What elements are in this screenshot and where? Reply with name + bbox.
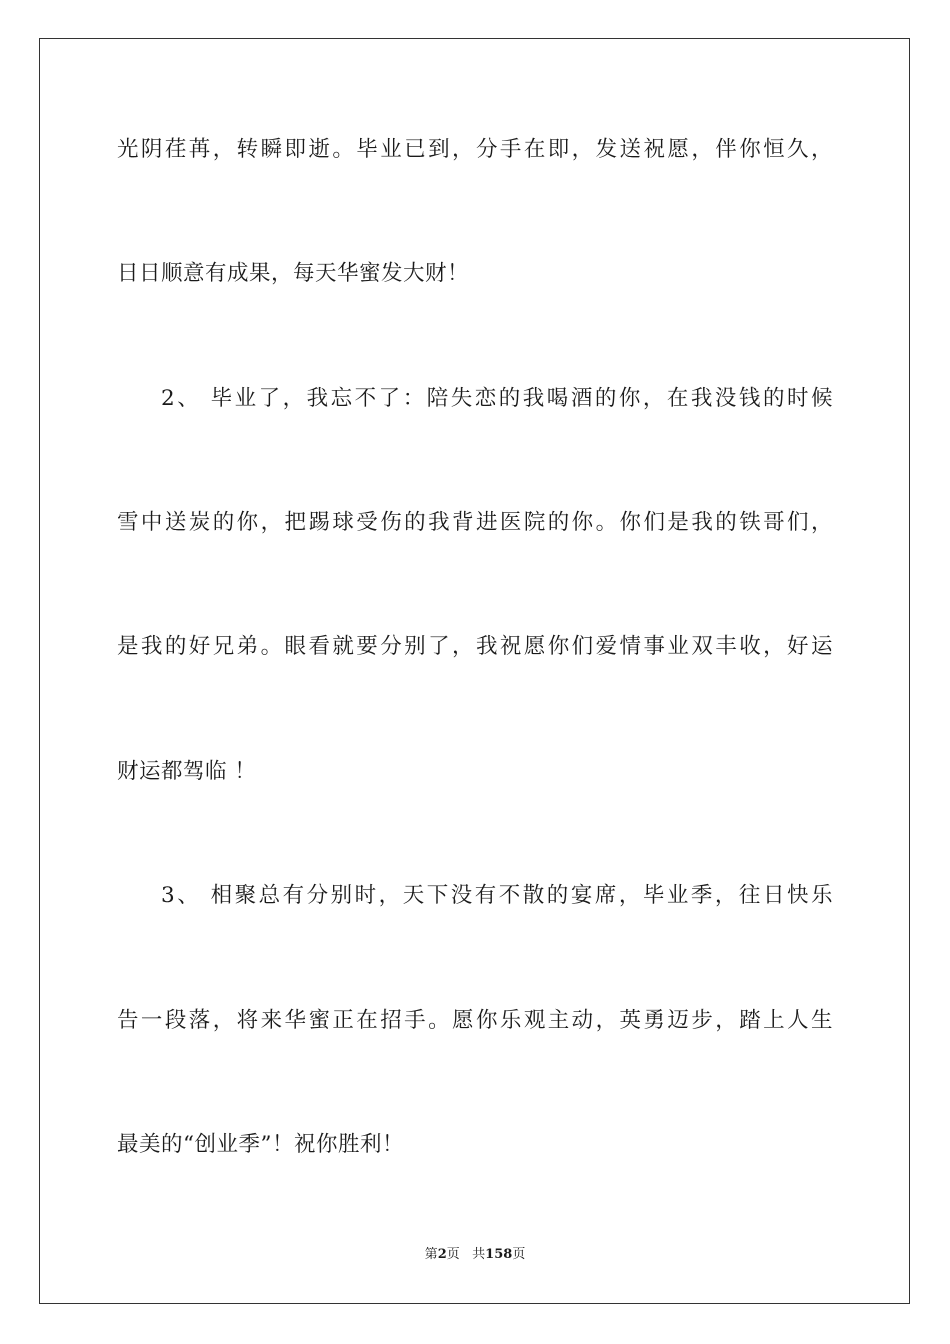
paragraph-3-line-3: 最美的“创业季”！祝你胜利！ xyxy=(117,1132,404,1157)
footer-page-suffix: 页 xyxy=(446,1247,460,1262)
page-footer xyxy=(0,1246,950,1264)
paragraph-3-line-2: 告一段落，将来华蜜正在招手。愿你乐观主动，英勇迈步，踏上人生 xyxy=(117,1008,833,1033)
page-border xyxy=(39,38,910,1304)
paragraph-2-line-1: 2、 毕业了，我忘不了：陪失恋的我喝酒的你，在我没钱的时候 xyxy=(161,386,833,411)
paragraph-2-line-2: 雪中送炭的你，把踢球受伤的我背进医院的你。你们是我的铁哥们， xyxy=(117,510,833,535)
footer-page-prefix: 第 xyxy=(424,1247,438,1262)
footer-total-prefix: 共 xyxy=(472,1247,486,1262)
paragraph-3-line-1: 3、 相聚总有分别时，天下没有不散的宴席，毕业季，往日快乐 xyxy=(161,883,833,908)
paragraph-1-line-2: 日日顺意有成果，每天华蜜发大财！ xyxy=(117,261,470,286)
footer-total-pages: 158 xyxy=(485,1247,513,1262)
footer-page-number: 2 xyxy=(437,1247,447,1262)
paragraph-1-line-1: 光阴荏苒，转瞬即逝。毕业已到，分手在即，发送祝愿，伴你恒久， xyxy=(117,137,833,162)
footer-total-suffix: 页 xyxy=(512,1247,526,1262)
paragraph-2-line-3: 是我的好兄弟。眼看就要分别了，我祝愿你们爱情事业双丰收，好运 xyxy=(117,634,833,659)
paragraph-2-line-4: 财运都驾临 ！ xyxy=(117,759,257,784)
